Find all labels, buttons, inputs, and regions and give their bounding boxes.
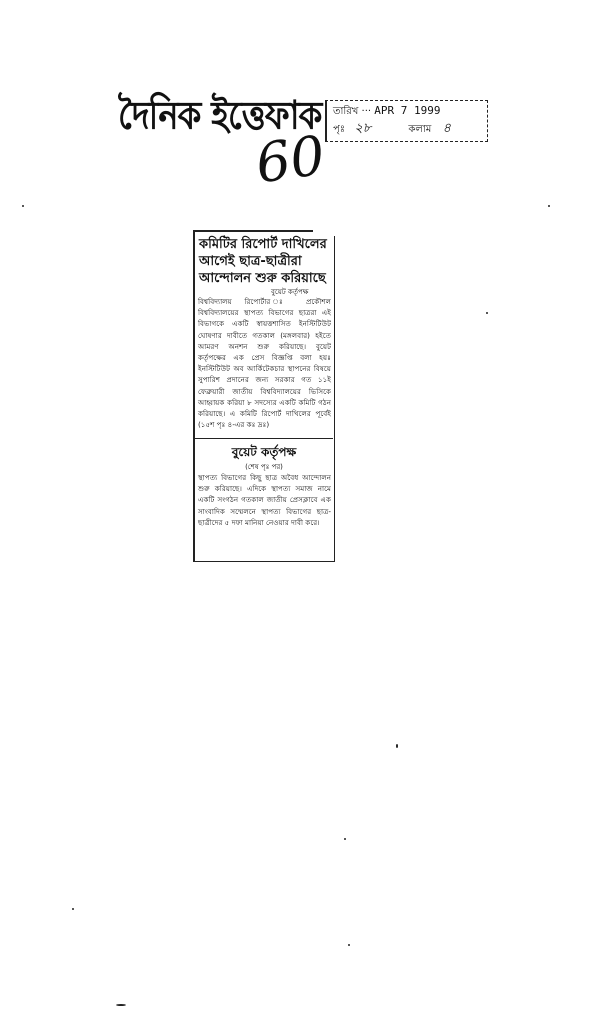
stamp-column-value: ৪	[442, 121, 451, 136]
scan-speck	[348, 944, 350, 946]
stamp-page-row	[333, 122, 451, 137]
stamp-date-row: তারিখ ··· APR 7 1999	[333, 104, 441, 117]
clip-border-left	[193, 230, 195, 562]
clip-border-top	[193, 230, 313, 232]
article-byline: বুয়েট কর্তৃপক্ষ	[271, 288, 309, 296]
scan-speck	[486, 312, 488, 314]
scan-speck	[22, 205, 24, 207]
scan-speck	[344, 838, 346, 840]
continuation-note: (শেষ পৃঃ পর)	[245, 463, 283, 471]
stamp-date-value: APR 7 1999	[374, 104, 441, 117]
stamp-page-label: পৃঃ	[333, 124, 346, 135]
handwritten-page-number: 60	[251, 123, 329, 196]
newspaper-clipping	[193, 230, 335, 562]
scan-speck	[548, 205, 550, 207]
article-headline: কমিটির রিপোর্ট দাখিলের আগেই ছাত্র-ছাত্রীরা আন্দোলন শুরু করিয়াছে	[199, 237, 327, 286]
stamp-column-label: কলাম	[408, 124, 432, 135]
clip-border-right	[334, 236, 336, 562]
scan-speck	[396, 744, 398, 748]
clip-border-bottom	[193, 561, 335, 563]
newspaper-name: দৈনিক ইত্তেফাক	[118, 92, 322, 139]
continuation-headline: বুয়েট কর্তৃপক্ষ	[231, 445, 297, 459]
scan-speck	[116, 1004, 126, 1006]
article-divider	[195, 438, 333, 439]
continuation-body: স্থাপত্য বিভাগের কিছু ছাত্র অবৈধ আন্দোলন শুরু করিয়াছে। এদিকে স্থাপত্য সমাজ নামে একটি সংগঠন গতকাল জাতীয় প্রেসক্লাবে এক সাংবাদিক সম্মেলনে স্থাপত্য বিভাগের ছাত্র-ছাত্রীদের ৫ দফা মানিয়া নেওয়ার দাবী করে।	[198, 473, 331, 527]
clipping-stamp	[325, 100, 488, 142]
article-body: বিশ্ববিদ্যালয় রিপোর্টার ঃ প্রকৌশল বিশ্ববিদ্যালয়ের স্থাপত্য বিভাগের ছাত্ররা এই বিভাগকে একটি স্বায়ত্তশাসিত ইনস্টিটিউট ঘোষণার দাবীতে গতকাল (মঙ্গলবার) হইতে আমরণ অনশন শুরু করিয়াছে। বুয়েট কর্তৃপক্ষের এক প্রেস বিজ্ঞপ্তি বলা হয়ঃ ইনস্টিটিউট অব আর্কিটেকচার স্থাপনের বিষয়ে সুপারিশ প্রদানের জন্য সরকার গত ১১ই ফেব্রুয়ারী জাতীয় বিশ্ববিদ্যালয়ের ভিসিকে আহ্বায়ক করিয়া ৮ সদস্যের একটি কমিটি গঠন করিয়াছে। এ কমিটি রিপোর্ট দাখিলের পূর্বেই (১৫শ পৃঃ ৪-এর কঃ দ্রঃ)	[198, 297, 331, 430]
stamp-date-label: তারিখ	[333, 106, 359, 117]
scan-speck	[72, 908, 74, 910]
stamp-page-value: ২৮	[354, 121, 372, 136]
